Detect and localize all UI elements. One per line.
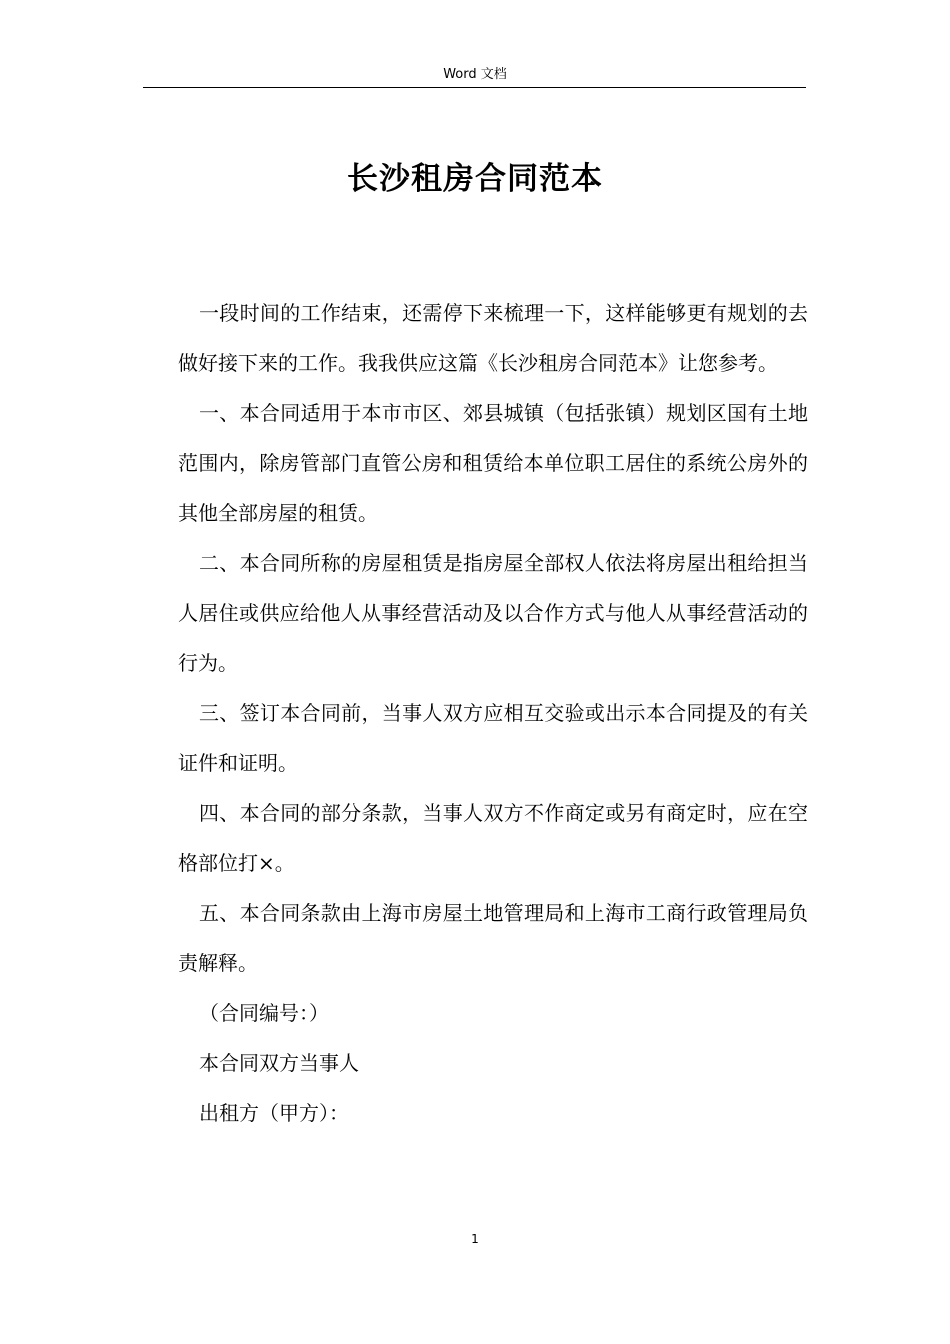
- header-divider: [143, 87, 806, 88]
- page-header: Word 文档: [443, 67, 507, 82]
- paragraph-clause-3: 三、签订本合同前，当事人双方应相互交验或出示本合同提及的有关证件和证明。: [178, 701, 808, 775]
- document-title: 长沙租房合同范本: [347, 161, 603, 197]
- document-body: [178, 288, 808, 1138]
- contract-number-line: （合同编号：）: [199, 1001, 329, 1025]
- paragraph-clause-4: 四、本合同的部分条款，当事人双方不作商定或另有商定时，应在空格部位打×。: [178, 801, 808, 875]
- lessor-line: 出租方（甲方）：: [199, 1101, 349, 1125]
- page-number: 1: [471, 1232, 479, 1246]
- paragraph-clause-5: 五、本合同条款由上海市房屋土地管理局和上海市工商行政管理局负责解释。: [178, 901, 808, 975]
- paragraph-intro: 一段时间的工作结束，还需停下来梳理一下，这样能够更有规划的去做好接下来的工作。我我供应这篇《长沙租房合同范本》让您参考。: [178, 301, 808, 375]
- parties-heading: 本合同双方当事人: [199, 1051, 359, 1075]
- paragraph-clause-2: 二、本合同所称的房屋租赁是指房屋全部权人依法将房屋出租给担当人居住或供应给他人从事经营活动及以合作方式与他人从事经营活动的行为。: [178, 551, 808, 675]
- paragraph-clause-1: 一、本合同适用于本市市区、郊县城镇（包括张镇）规划区国有土地范围内，除房管部门直管公房和租赁给本单位职工居住的系统公房外的其他全部房屋的租赁。: [178, 401, 808, 525]
